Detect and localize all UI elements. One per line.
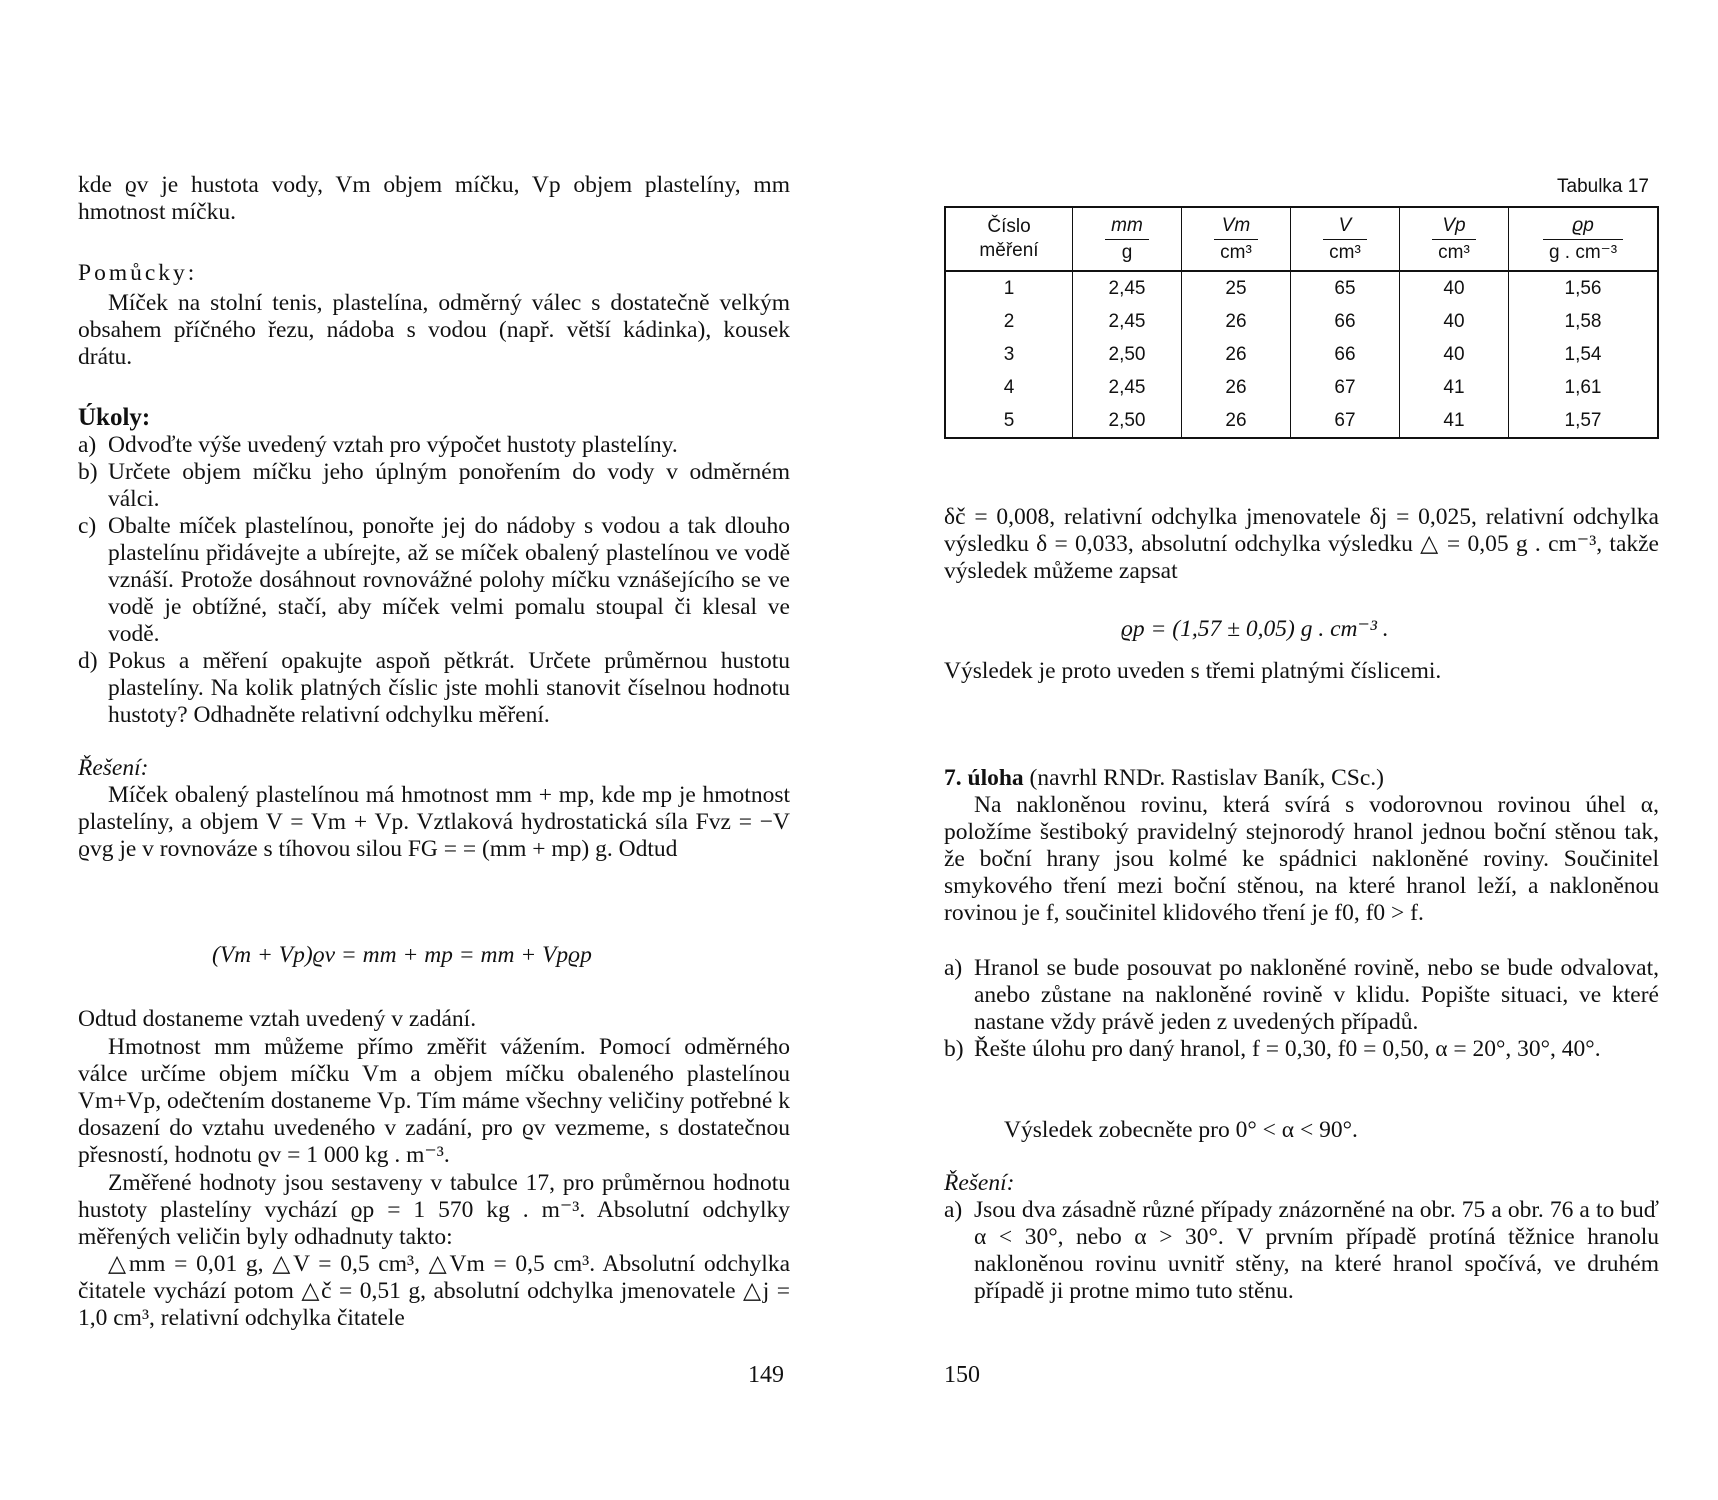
page-number: 150 bbox=[944, 1362, 980, 1388]
table-cell: 40 bbox=[1400, 305, 1509, 338]
right-page bbox=[859, 0, 1718, 1500]
solution-title: Řešení: bbox=[78, 755, 149, 781]
table-cell: 26 bbox=[1182, 404, 1291, 438]
task-text: Obalte míček plastelínou, ponořte jej do nádoby s vodou a tak dlouho plastelínu přidávejte a ubírejte, až se míček obalený plastelínou ve vodě vznáší. Protože dosáhnout rovnovážné polohy míčku vznášejícího se ve vodě je obtížné, stačí, aby míček velmi pomalu stoupal či klesal ve vodě. bbox=[108, 513, 790, 647]
problem-tasks bbox=[944, 955, 1659, 1063]
task-item bbox=[78, 432, 790, 459]
task-label: b) bbox=[944, 1036, 964, 1062]
table-cell: 40 bbox=[1400, 338, 1509, 371]
tasks-list bbox=[78, 432, 790, 729]
equation: (Vm + Vp)ϱv = mm + mp = mm + Vpϱp bbox=[212, 942, 592, 968]
header-unit: cm³ bbox=[1432, 239, 1476, 266]
table-cell: 26 bbox=[1182, 305, 1291, 338]
table-row bbox=[945, 404, 1658, 438]
solution-title: Řešení: bbox=[944, 1170, 1015, 1196]
table-caption: Tabulka 17 bbox=[1557, 176, 1649, 197]
table-cell: 1,54 bbox=[1509, 338, 1659, 371]
table-row bbox=[945, 338, 1658, 371]
table-cell: 2,45 bbox=[1073, 371, 1182, 404]
table-cell: 1,56 bbox=[1509, 271, 1659, 305]
solution-list bbox=[944, 1197, 1659, 1305]
header-quantity: Vm bbox=[1221, 214, 1251, 236]
task-label: a) bbox=[944, 1197, 963, 1223]
task-text: Odvoďte výše uvedený vztah pro výpočet hustoty plastelíny. bbox=[108, 432, 678, 458]
header-quantity: ϱp bbox=[1572, 214, 1594, 236]
task-item bbox=[78, 513, 790, 648]
header-quantity: Vp bbox=[1442, 214, 1466, 236]
task-item bbox=[78, 459, 790, 513]
solution-paragraph: △mm = 0,01 g, △V = 0,5 cm³, △Vm = 0,5 cm³. Absolutní odchylka čitatele vychází potom △č = 0,51 g, absolutní odchylka jmenovatele △j = 1,0 cm³, relativní odchylka čitatele bbox=[78, 1251, 790, 1331]
task-item bbox=[944, 1036, 1659, 1063]
table-cell: 66 bbox=[1291, 305, 1400, 338]
result-note: Výsledek je proto uveden s třemi platnými číslicemi. bbox=[944, 658, 1442, 684]
uncertainty-text: δč = 0,008, relativní odchylka jmenovatele δj = 0,025, relativní odchylka výsledku δ = 0,033, absolutní odchylka výsledku △ = 0,05 g . cm⁻³, takže výsledek můžeme zapsat bbox=[944, 504, 1659, 584]
table-row bbox=[945, 371, 1658, 404]
table-cell: 40 bbox=[1400, 271, 1509, 305]
problem-author: (navrhl RNDr. Rastislav Baník, CSc.) bbox=[1023, 765, 1384, 791]
table-cell: 65 bbox=[1291, 271, 1400, 305]
table-header bbox=[1509, 207, 1659, 271]
task-label: a) bbox=[944, 955, 963, 981]
table-header bbox=[1291, 207, 1400, 271]
table-header bbox=[945, 207, 1073, 271]
table-cell: 2 bbox=[1003, 310, 1015, 332]
table-cell: 1,61 bbox=[1509, 371, 1659, 404]
table-cell: 67 bbox=[1291, 371, 1400, 404]
page-number: 149 bbox=[748, 1362, 784, 1388]
table-cell: 67 bbox=[1291, 404, 1400, 438]
table-cell: 2,45 bbox=[1073, 271, 1182, 305]
task-label: a) bbox=[78, 432, 97, 458]
task-text: Určete objem míčku jeho úplným ponořením do vody v odměrném válci. bbox=[108, 459, 790, 512]
header-unit: g bbox=[1105, 239, 1149, 266]
problem-number: 7. úloha bbox=[944, 765, 1024, 791]
task-label: c) bbox=[78, 513, 97, 539]
header-quantity: V bbox=[1338, 214, 1352, 236]
table-header bbox=[1182, 207, 1291, 271]
table-cell: 25 bbox=[1182, 271, 1291, 305]
task-text: Hranol se bude posouvat po nakloněné rovině, nebo se bude odvalovat, anebo zůstane na nakloněné rovině v klidu. Popište situaci, ve které nastane vždy právě jeden z uvedených případů. bbox=[974, 955, 1659, 1035]
task-item bbox=[944, 1197, 1659, 1305]
problem-text: Na nakloněnou rovinu, která svírá s vodorovnou rovinou úhel α, položíme šestiboký pravidelný stejnorodý hranol jednou boční stěnou tak, že boční hrany jsou kolmé ke spádnici nakloněné roviny. Součinitel smykového tření mezi boční stěnou, na které hranol leží, a nakloněnou rovinou je f, součinitel klidového tření je f0, f0 > f. bbox=[944, 792, 1659, 926]
table-cell: 41 bbox=[1400, 371, 1509, 404]
table-cell: 1 bbox=[1003, 277, 1015, 299]
problem-heading bbox=[944, 765, 1659, 792]
tasks-title: Úkoly: bbox=[78, 404, 151, 431]
table-cell: 26 bbox=[1182, 338, 1291, 371]
table-cell: 5 bbox=[1003, 409, 1015, 431]
aids-text: Míček na stolní tenis, plastelína, odměrný válec s dostatečně velkým obsahem příčného řezu, nádoba s vodou (např. větší kádinka), kousek drátu. bbox=[78, 290, 790, 370]
table-header bbox=[1073, 207, 1182, 271]
solution-paragraph: Změřené hodnoty jsou sestaveny v tabulce 17, pro průměrnou hodnotu hustoty plastelíny vychází ϱp = 1 570 kg . m⁻³. Absolutní odchylky měřených veličin byly odhadnuty takto: bbox=[78, 1170, 790, 1250]
table-cell: 26 bbox=[1182, 371, 1291, 404]
task-text: Řešte úlohu pro daný hranol, f = 0,30, f0 = 0,50, α = 20°, 30°, 40°. bbox=[974, 1036, 1601, 1062]
table-cell: 2,45 bbox=[1073, 305, 1182, 338]
table-cell: 66 bbox=[1291, 338, 1400, 371]
table-cell: 4 bbox=[1003, 376, 1015, 398]
solution-paragraph: Míček obalený plastelínou má hmotnost mm + mp, kde mp je hmotnost plastelíny, a objem V = Vm + Vp. Vztlaková hydrostatická síla Fvz = −V ϱvg je v rovnováze s tíhovou silou FG = = (mm + mp) g. Odtud bbox=[78, 782, 790, 862]
task-item bbox=[944, 955, 1659, 1036]
solution-paragraph: Odtud dostaneme vztah uvedený v zadání. bbox=[78, 1006, 477, 1032]
task-item bbox=[78, 648, 790, 729]
result-equation: ϱp = (1,57 ± 0,05) g . cm⁻³ . bbox=[1121, 616, 1389, 642]
header-quantity: mm bbox=[1111, 214, 1143, 236]
header-unit: cm³ bbox=[1214, 239, 1258, 266]
task-label: b) bbox=[78, 459, 98, 485]
header-unit: cm³ bbox=[1323, 239, 1367, 266]
table-cell: 1,58 bbox=[1509, 305, 1659, 338]
aids-title: Pomůcky: bbox=[78, 260, 198, 286]
header-unit: g . cm⁻³ bbox=[1543, 239, 1623, 266]
table-cell: 3 bbox=[1003, 343, 1015, 365]
table-row bbox=[945, 305, 1658, 338]
generalize-text: Výsledek zobecněte pro 0° < α < 90°. bbox=[1004, 1117, 1358, 1143]
table-cell: 1,57 bbox=[1509, 404, 1659, 438]
intro-text: kde ϱv je hustota vody, Vm objem míčku, Vp objem plastelíny, mm hmotnost míčku. bbox=[78, 172, 790, 225]
solution-paragraph: Hmotnost mm můžeme přímo změřit vážením. Pomocí odměrného válce určíme objem míčku Vm a objem míčku obaleného plastelínou Vm+Vp, odečtením dostaneme Vp. Tím máme všechny veličiny potřebné k dosazení do vztahu uvedeného v zadání, pro ϱv vezmeme, s dostatečnou přesností, hodnotu ϱv = 1 000 kg . m⁻³. bbox=[78, 1034, 790, 1168]
table-cell: 2,50 bbox=[1073, 338, 1182, 371]
measurement-table bbox=[944, 206, 1659, 439]
header-bottom: měření bbox=[979, 240, 1039, 261]
task-label: d) bbox=[78, 648, 98, 674]
table-header-row bbox=[945, 207, 1658, 271]
table-row bbox=[945, 271, 1658, 305]
header-top: Číslo bbox=[987, 216, 1031, 237]
task-text: Pokus a měření opakujte aspoň pětkrát. Určete průměrnou hustotu plastelíny. Na kolik platných číslic jste mohli stanovit číselnou hodnotu hustoty? Odhadněte relativní odchylku měření. bbox=[108, 648, 790, 728]
table-cell: 41 bbox=[1400, 404, 1509, 438]
table-cell: 2,50 bbox=[1073, 404, 1182, 438]
task-text: Jsou dva zásadně různé případy znázorněné na obr. 75 a obr. 76 a to buď α < 30°, nebo α > 30°. V prvním případě protíná těžnice hranolu nakloněnou rovinu uvnitř stěny, na které hranol spočívá, ve druhém případě ji protne mimo tuto stěnu. bbox=[974, 1197, 1659, 1304]
table-header bbox=[1400, 207, 1509, 271]
